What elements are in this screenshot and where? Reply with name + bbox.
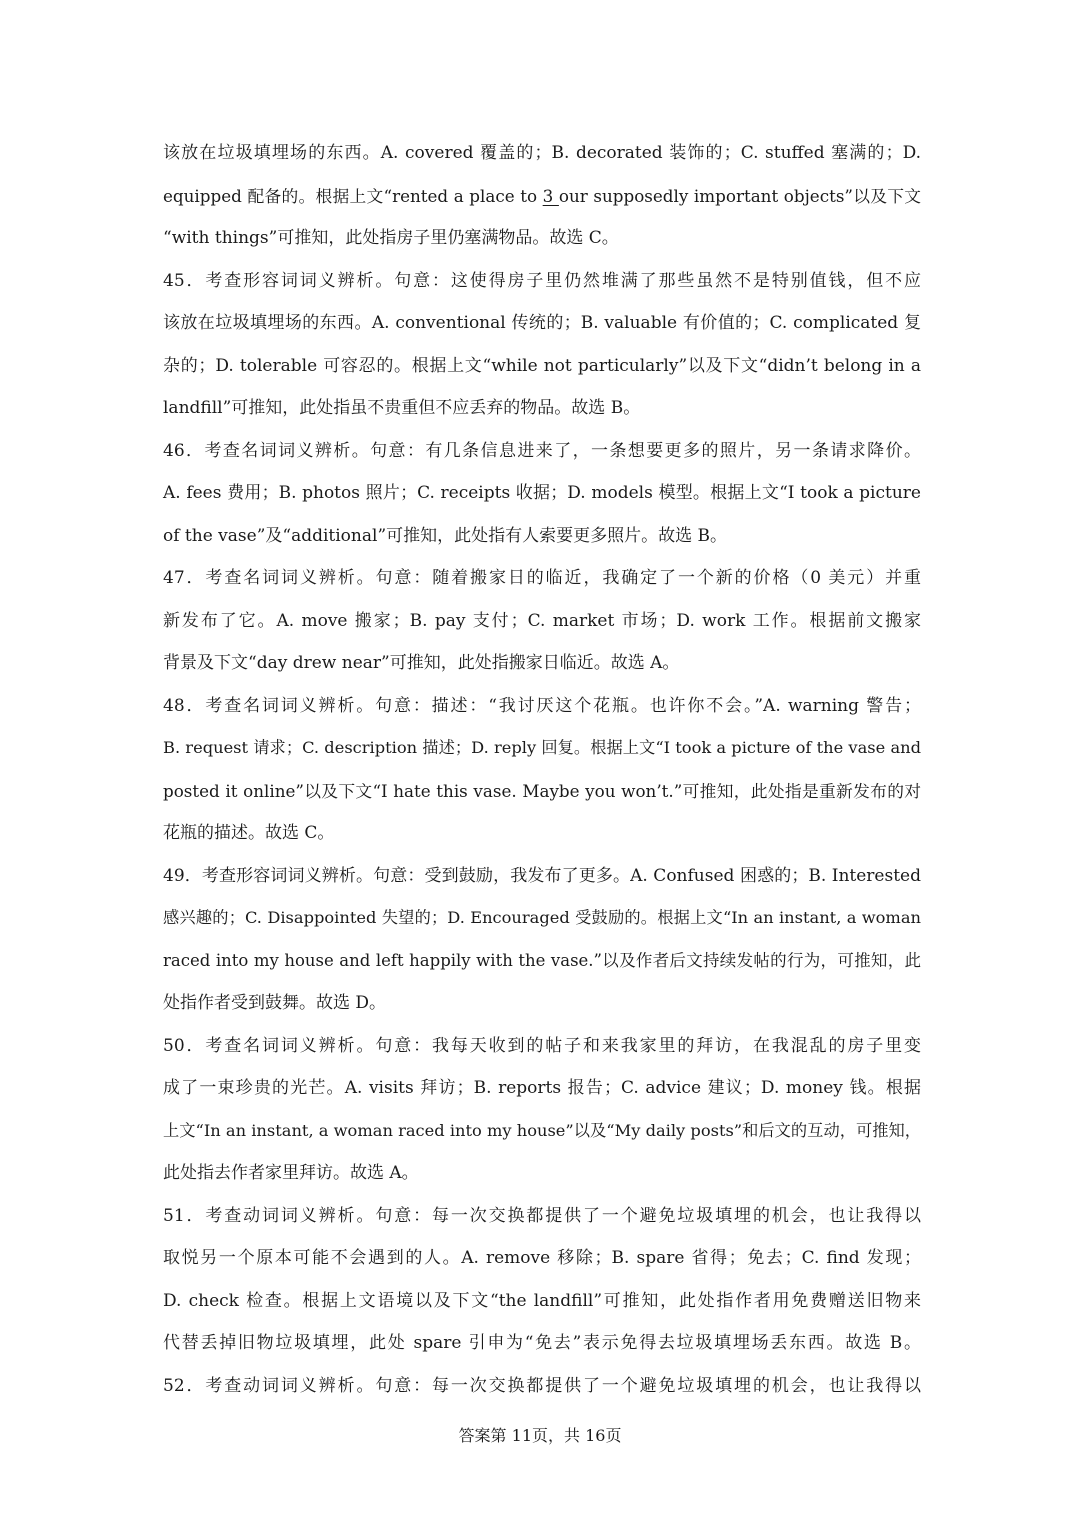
- text-line: landfill”可推知，此处指虽不贵重但不应丢弃的物品。故选 B。: [163, 398, 641, 418]
- text-line: 处指作者受到鼓舞。故选 D。: [163, 993, 387, 1013]
- text-line: 50．考查名词词义辨析。句意：我每天收到的帖子和来我家里的拜访，在我混乱的房子里变: [163, 1035, 921, 1056]
- text-line: B. request 请求；C. description 描述；D. reply 回复。根据上文“I took a picture of the vase and: [163, 738, 921, 757]
- text-line: “with things”可推知，此处指房子里仍塞满物品。故选 C。: [163, 228, 619, 248]
- text-segment: our supposedly important objects”以及下文: [558, 185, 922, 206]
- blank-number: 3: [542, 185, 559, 206]
- text-line: 52．考查动词词义辨析。句意：每一次交换都提供了一个避免垃圾填埋的机会，也让我得以: [163, 1375, 921, 1396]
- text-line: 49．考查形容词词义辨析。句意：受到鼓励，我发布了更多。A. Confused 困惑的；B. Interested: [163, 865, 921, 886]
- text-line: 背景及下文“day drew near”可推知，此处指搬家日临近。故选 A。: [163, 653, 680, 673]
- text-line: of the vase”及“additional”可推知，此处指有人索要更多照片。故选 B。: [163, 525, 728, 546]
- text-line: 成了一束珍贵的光芒。A. visits 拜访；B. reports 报告；C. advice 建议；D. money 钱。根据: [163, 1078, 921, 1098]
- text-line: 47．考查名词词义辨析。句意：随着搬家日的临近，我确定了一个新的价格（0 美元）并重: [163, 568, 921, 588]
- text-line: 46．考查名词词义辨析。句意：有几条信息进来了，一条想要更多的照片，另一条请求降价。: [163, 440, 921, 461]
- text-line: 该放在垃圾填埋场的东西。A. covered 覆盖的；B. decorated 装饰的；C. stuffed 塞满的；D.: [163, 143, 921, 163]
- text-line: posted it online”以及下文“I hate this vase. Maybe you won’t.”可推知，此处指是重新发布的对: [163, 780, 921, 801]
- text-line: 新发布了它。A. move 搬家；B. pay 支付；C. market 市场；D. work 工作。根据前文搬家: [163, 610, 921, 631]
- answer-explanation-text: [163, 132, 921, 1407]
- text-line: D. check 检查。根据上文语境以及下文“the landfill”可推知，此处指作者用免费赠送旧物来: [163, 1290, 921, 1311]
- text-line: [163, 175, 921, 218]
- text-line: 取悦另一个原本可能不会遇到的人。A. remove 移除；B. spare 省得；免去；C. find 发现；: [163, 1248, 921, 1268]
- text-line: 杂的；D. tolerable 可容忍的。根据上文“while not particularly”以及下文“didn’t belong in a: [163, 355, 921, 376]
- text-line: 该放在垃圾填埋场的东西。A. conventional 传统的；B. valuable 有价值的；C. complicated 复: [163, 313, 921, 333]
- text-line: 48．考查名词词义辨析。句意：描述：“我讨厌这个花瓶。也许你不会。”A. warning 警告；: [163, 695, 921, 716]
- text-segment: equipped 配备的。根据上文“rented a place to: [163, 185, 543, 206]
- text-line: raced into my house and left happily with the vase.”以及作者后文持续发帖的行为，可推知，此: [163, 950, 921, 970]
- text-line: 51．考查动词词义辨析。句意：每一次交换都提供了一个避免垃圾填埋的机会，也让我得以: [163, 1205, 921, 1226]
- text-line: 此处指去作者家里拜访。故选 A。: [163, 1163, 419, 1183]
- page-footer: 答案第 11页，共 16页: [458, 1426, 622, 1445]
- text-line: 感兴趣的；C. Disappointed 失望的；D. Encouraged 受鼓励的。根据上文“In an instant, a woman: [163, 908, 921, 927]
- text-line: 花瓶的描述。故选 C。: [163, 823, 335, 843]
- text-line: 45．考查形容词词义辨析。句意：这使得房子里仍然堆满了那些虽然不是特别值钱，但不应: [163, 270, 921, 291]
- text-line: A. fees 费用；B. photos 照片；C. receipts 收据；D. models 模型。根据上文“I took a picture: [163, 483, 921, 503]
- text-line: 代替丢掉旧物垃圾填埋，此处 spare 引申为“免去”表示免得去垃圾填埋场丢东西。故选 B。: [163, 1333, 921, 1353]
- text-line: 上文“In an instant, a woman raced into my house”以及“My daily posts”和后文的互动，可推知，: [163, 1120, 921, 1140]
